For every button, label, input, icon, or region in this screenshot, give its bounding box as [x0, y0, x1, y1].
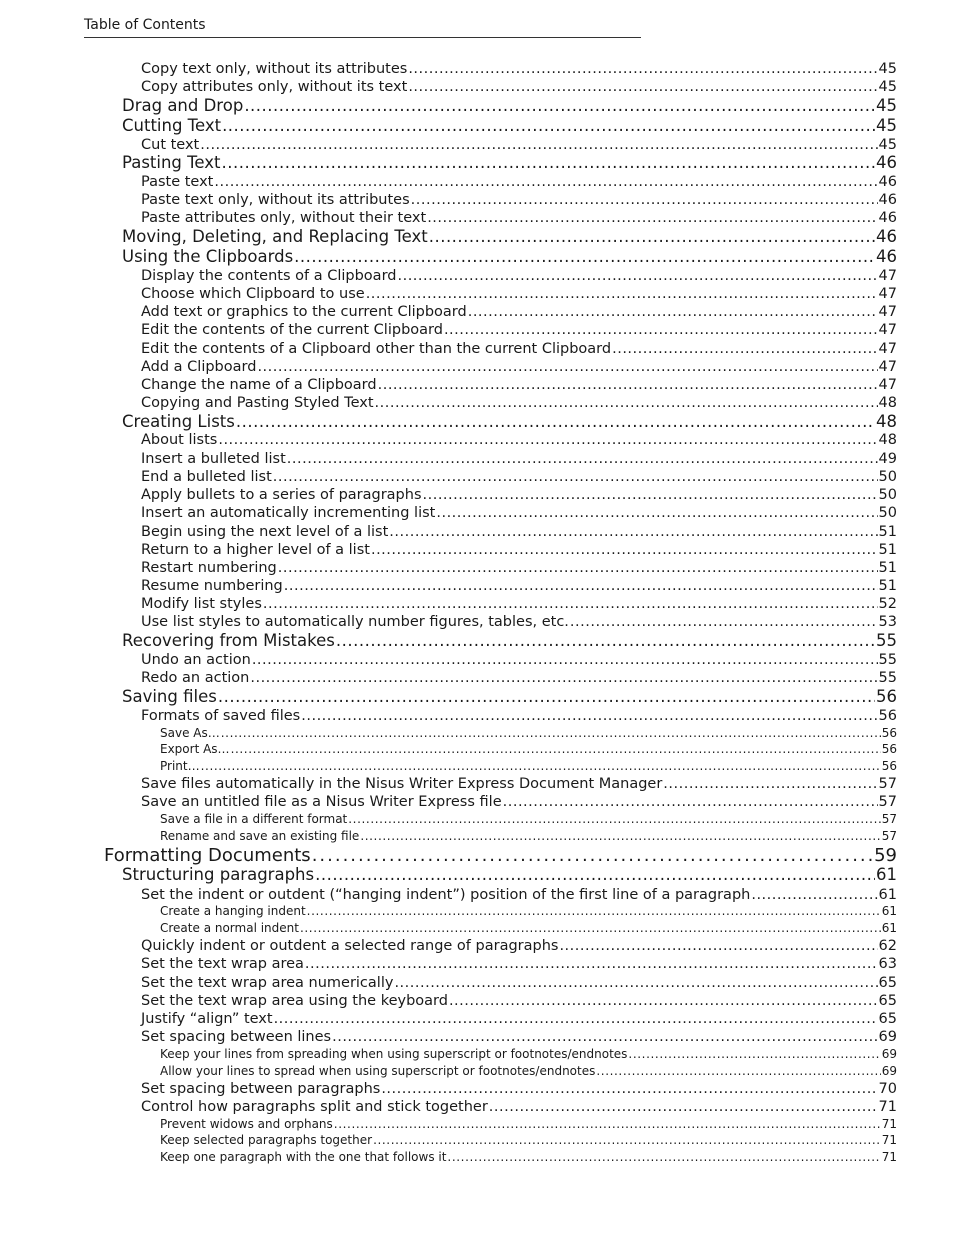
- toc-entry-label: Justify “align” text: [141, 1010, 273, 1027]
- toc-entry-page-number: 55: [878, 651, 897, 668]
- dot-leader: [366, 286, 878, 303]
- toc-entry-page-number: 47: [878, 321, 897, 338]
- dot-leader: [397, 268, 877, 285]
- toc-entry-page-number: 45: [876, 96, 897, 115]
- toc-entry-label: Keep one paragraph with the one that follows it: [160, 1149, 447, 1164]
- dot-leader: [284, 578, 878, 595]
- dot-leader: [244, 97, 875, 115]
- toc-entry-label: Set the text wrap area: [141, 955, 304, 972]
- toc-entry-page-number: 71: [878, 1098, 897, 1115]
- toc-entry-page-number: 46: [878, 191, 897, 208]
- toc-entry[interactable]: [122, 866, 897, 884]
- toc-entry-page-number: 69: [881, 1063, 897, 1078]
- dot-leader: [236, 413, 875, 431]
- toc-entry[interactable]: [141, 670, 897, 687]
- dot-leader: [250, 670, 877, 687]
- dot-leader: [394, 975, 877, 992]
- toc-entry-label: Print…: [160, 758, 200, 773]
- toc-entry-label: Set spacing between paragraphs: [141, 1080, 381, 1097]
- dot-leader: [336, 632, 875, 650]
- toc-entry-label: Recovering from Mistakes: [122, 631, 335, 650]
- dot-leader: [373, 1133, 881, 1148]
- dot-leader: [360, 829, 880, 844]
- dot-leader: [429, 228, 875, 246]
- toc-entry-page-number: 52: [878, 595, 897, 612]
- toc-entry-page-number: 55: [878, 669, 897, 686]
- dot-leader: [628, 1047, 880, 1062]
- toc-entry-label: Save As…: [160, 725, 220, 740]
- dot-leader: [663, 776, 877, 793]
- dot-leader: [294, 248, 875, 266]
- toc-entry[interactable]: [122, 228, 897, 246]
- toc-entry[interactable]: [160, 726, 897, 741]
- dot-leader: [503, 794, 878, 811]
- toc-entry-page-number: 70: [878, 1080, 897, 1097]
- toc-entry-page-number: 47: [878, 340, 897, 357]
- toc-entry-label: Cutting Text: [122, 116, 222, 135]
- toc-entry-page-number: 65: [878, 992, 897, 1009]
- toc-entry[interactable]: [141, 487, 897, 504]
- dot-leader: [612, 341, 877, 358]
- toc-entry[interactable]: [141, 304, 897, 321]
- toc-entry-label: Save a file in a different format: [160, 811, 348, 826]
- toc-entry[interactable]: [141, 286, 897, 303]
- dot-leader: [427, 210, 877, 227]
- dot-leader: [287, 451, 878, 468]
- toc-entry-page-number: 56: [881, 725, 897, 740]
- toc-entry-page-number: 69: [881, 1046, 897, 1061]
- toc-entry-label: Paste attributes only, without their text: [141, 209, 427, 226]
- dot-leader: [408, 61, 877, 78]
- dot-leader: [436, 505, 877, 522]
- toc-entry-page-number: 56: [881, 741, 897, 756]
- dot-leader: [231, 742, 881, 757]
- toc-entry[interactable]: [141, 210, 897, 227]
- toc-entry-label: Paste text: [141, 173, 214, 190]
- toc-entry[interactable]: [141, 938, 897, 955]
- toc-entry[interactable]: [141, 268, 897, 285]
- toc-entry-label: End a bulleted list: [141, 468, 272, 485]
- toc-entry[interactable]: [141, 469, 897, 486]
- toc-entry-page-number: 46: [876, 247, 897, 266]
- toc-entry-page-number: 46: [876, 227, 897, 246]
- toc-entry[interactable]: [141, 596, 897, 613]
- toc-entry-label: Drag and Drop: [122, 96, 244, 115]
- toc-entry-page-number: 65: [878, 1010, 897, 1027]
- toc-entry-label: Undo an action: [141, 651, 251, 668]
- toc-entry[interactable]: [141, 505, 897, 522]
- dot-leader: [381, 1081, 877, 1098]
- toc-entry-page-number: 65: [878, 974, 897, 991]
- dot-leader: [218, 432, 877, 449]
- toc-entry[interactable]: [122, 97, 897, 115]
- toc-entry-label: Using the Clipboards: [122, 247, 294, 266]
- dot-leader: [751, 887, 877, 904]
- toc-entry[interactable]: [160, 742, 897, 757]
- toc-entry[interactable]: [141, 1081, 897, 1098]
- dot-leader: [312, 846, 873, 866]
- toc-entry[interactable]: [122, 413, 897, 431]
- dot-leader: [371, 542, 878, 559]
- toc-entry-page-number: 45: [876, 116, 897, 135]
- toc-entry-page-number: 61: [878, 886, 897, 903]
- toc-entry[interactable]: [160, 759, 897, 774]
- dot-leader: [300, 921, 881, 936]
- toc-entry-page-number: 51: [878, 577, 897, 594]
- toc-entry[interactable]: [160, 1133, 897, 1148]
- toc-entry[interactable]: [160, 921, 897, 936]
- toc-entry[interactable]: [141, 61, 897, 78]
- dot-leader: [423, 487, 878, 504]
- toc-entry-label: Create a normal indent: [160, 920, 299, 935]
- toc-entry-label: Modify list styles: [141, 595, 262, 612]
- toc-entry-page-number: 48: [876, 412, 897, 431]
- toc-entry-label: Save an untitled file as a Nisus Writer Express file: [141, 793, 502, 810]
- dot-leader: [489, 1099, 878, 1116]
- toc-entry-label: Begin using the next level of a list: [141, 523, 389, 540]
- toc-entry-label: Resume numbering: [141, 577, 283, 594]
- dot-leader: [305, 956, 878, 973]
- toc-entry-page-number: 56: [878, 707, 897, 724]
- toc-entry-label: Choose which Clipboard to use: [141, 285, 365, 302]
- dot-leader: [301, 708, 877, 725]
- toc-entry-page-number: 47: [878, 303, 897, 320]
- toc-entry[interactable]: [141, 432, 897, 449]
- toc-entry[interactable]: [141, 1011, 897, 1028]
- toc-entry[interactable]: [122, 632, 897, 650]
- toc-entry-label: Insert a bulleted list: [141, 450, 286, 467]
- toc-entry-page-number: 50: [878, 468, 897, 485]
- toc-entry-page-number: 45: [878, 78, 897, 95]
- dot-leader: [307, 904, 881, 919]
- toc-entry-label: Pasting Text: [122, 153, 221, 172]
- toc-chapter-entry[interactable]: [104, 846, 897, 866]
- toc-entry[interactable]: [141, 614, 897, 631]
- toc-entry-label: Copy text only, without its attributes: [141, 60, 408, 77]
- dot-leader: [200, 137, 877, 154]
- toc-entry[interactable]: [160, 812, 897, 827]
- toc-entry-page-number: 61: [876, 865, 897, 884]
- toc-entry-page-number: 51: [878, 541, 897, 558]
- toc-entry[interactable]: [141, 652, 897, 669]
- toc-entry-page-number: 71: [881, 1149, 897, 1164]
- toc-entry-page-number: 57: [881, 811, 897, 826]
- toc-entry[interactable]: [160, 829, 897, 844]
- toc-entry-label: Display the contents of a Clipboard: [141, 267, 397, 284]
- dot-leader: [252, 652, 878, 669]
- dot-leader: [375, 395, 878, 412]
- toc-entry-page-number: 46: [878, 173, 897, 190]
- dot-leader: [468, 304, 878, 321]
- toc-entry-label: Add text or graphics to the current Clipboard: [141, 303, 467, 320]
- toc-entry-page-number: 45: [878, 60, 897, 77]
- toc-entry-label: Structuring paragraphs: [122, 865, 315, 884]
- toc-entry[interactable]: [141, 887, 897, 904]
- toc-entry-page-number: 69: [878, 1028, 897, 1045]
- dot-leader: [411, 192, 878, 209]
- toc-entry[interactable]: [122, 117, 897, 135]
- toc-entry[interactable]: [141, 395, 897, 412]
- toc-entry[interactable]: [141, 322, 897, 339]
- toc-entry-page-number: 49: [878, 450, 897, 467]
- toc-entry-page-number: 61: [881, 903, 897, 918]
- toc-entry-label: Set spacing between lines: [141, 1028, 332, 1045]
- toc-entry[interactable]: [141, 542, 897, 559]
- toc-entry[interactable]: [141, 708, 897, 725]
- dot-leader: [263, 596, 878, 613]
- toc-entry[interactable]: [141, 359, 897, 376]
- toc-entry-label: Set the indent or outdent (“hanging indent”) position of the first line of a paragraph: [141, 886, 751, 903]
- toc-entry-page-number: 53: [878, 613, 897, 630]
- toc-entry-label: Prevent widows and orphans: [160, 1116, 333, 1131]
- toc-entry-page-number: 50: [878, 504, 897, 521]
- toc-entry-page-number: 56: [876, 687, 897, 706]
- toc-entry-label: Control how paragraphs split and stick together: [141, 1098, 488, 1115]
- toc-entry[interactable]: [141, 975, 897, 992]
- toc-entry[interactable]: [141, 524, 897, 541]
- dot-leader: [201, 759, 881, 774]
- toc-entry[interactable]: [160, 904, 897, 919]
- toc-entry[interactable]: [160, 1047, 897, 1062]
- toc-entry-page-number: 47: [878, 376, 897, 393]
- toc-entry-label: Return to a higher level of a list: [141, 541, 370, 558]
- toc-entry-label: Edit the contents of a Clipboard other than the current Clipboard: [141, 340, 612, 357]
- toc-entry[interactable]: [141, 341, 897, 358]
- toc-entry-page-number: 50: [878, 486, 897, 503]
- toc-entry-page-number: 57: [878, 793, 897, 810]
- dot-leader: [444, 322, 878, 339]
- dot-leader: [348, 812, 880, 827]
- toc-entry-page-number: 71: [881, 1132, 897, 1147]
- toc-entry-page-number: 55: [876, 631, 897, 650]
- toc-entry[interactable]: [141, 79, 897, 96]
- toc-entry-label: Copying and Pasting Styled Text: [141, 394, 374, 411]
- toc-entry-page-number: 47: [878, 267, 897, 284]
- toc-entry-label: Add a Clipboard: [141, 358, 257, 375]
- toc-entry[interactable]: [160, 1150, 897, 1165]
- toc-entry-page-number: 47: [878, 358, 897, 375]
- running-header: Table of Contents: [84, 16, 641, 38]
- toc-entry-label: Paste text only, without its attributes: [141, 191, 410, 208]
- toc-entry-label: Copy attributes only, without its text: [141, 78, 408, 95]
- toc-entry-label: Restart numbering: [141, 559, 277, 576]
- dot-leader: [334, 1117, 881, 1132]
- toc-entry[interactable]: [160, 1117, 897, 1132]
- dot-leader: [596, 1064, 880, 1079]
- dot-leader: [332, 1029, 877, 1046]
- toc-entry[interactable]: [141, 174, 897, 191]
- toc-entry[interactable]: [141, 776, 897, 793]
- toc-entry-page-number: 51: [878, 523, 897, 540]
- dot-leader: [570, 614, 878, 631]
- dot-leader: [389, 524, 877, 541]
- toc-entry-label: Use list styles to automatically number figures, tables, etc.: [141, 613, 569, 630]
- dot-leader: [214, 174, 877, 191]
- toc-entry[interactable]: [160, 1064, 897, 1079]
- dot-leader: [278, 560, 878, 577]
- toc-entry-page-number: 71: [881, 1116, 897, 1131]
- toc-entry-label: Insert an automatically incrementing list: [141, 504, 436, 521]
- toc-entry-label: Redo an action: [141, 669, 250, 686]
- toc-entry-page-number: 57: [881, 828, 897, 843]
- toc-entry-label: Cut text: [141, 136, 200, 153]
- toc-entry[interactable]: [141, 794, 897, 811]
- dot-leader: [218, 688, 875, 706]
- dot-leader: [449, 993, 878, 1010]
- toc-entry-label: Keep your lines from spreading when using superscript or footnotes/endnotes: [160, 1046, 628, 1061]
- toc-entry-label: Moving, Deleting, and Replacing Text: [122, 227, 428, 246]
- dot-leader: [408, 79, 877, 96]
- dot-leader: [447, 1150, 880, 1165]
- toc-entry-label: Change the name of a Clipboard: [141, 376, 377, 393]
- dot-leader: [559, 938, 877, 955]
- toc-entry[interactable]: [122, 248, 897, 266]
- toc-entry-page-number: 45: [878, 136, 897, 153]
- toc-entry-page-number: 57: [878, 775, 897, 792]
- toc-entry-label: Apply bullets to a series of paragraphs: [141, 486, 422, 503]
- toc-entry-label: Keep selected paragraphs together: [160, 1132, 373, 1147]
- toc-entry[interactable]: [141, 451, 897, 468]
- toc-entry[interactable]: [122, 688, 897, 706]
- dot-leader: [274, 1011, 878, 1028]
- dot-leader: [315, 866, 875, 884]
- toc-entry[interactable]: [141, 377, 897, 394]
- toc-entry[interactable]: [141, 993, 897, 1010]
- toc-entry[interactable]: [141, 956, 897, 973]
- toc-entry-label: Set the text wrap area numerically: [141, 974, 394, 991]
- toc-entry-page-number: 48: [878, 431, 897, 448]
- toc-entry-label: Export As…: [160, 741, 230, 756]
- dot-leader: [222, 117, 875, 135]
- toc-entry-label: Formatting Documents: [104, 845, 311, 866]
- toc-entry-label: Formats of saved files: [141, 707, 301, 724]
- toc-entry-page-number: 47: [878, 285, 897, 302]
- toc-entry[interactable]: [141, 192, 897, 209]
- toc-entry-label: Set the text wrap area using the keyboard: [141, 992, 448, 1009]
- toc-entry-page-number: 51: [878, 559, 897, 576]
- toc-entry[interactable]: [122, 154, 897, 172]
- dot-leader: [378, 377, 878, 394]
- toc-entry[interactable]: [141, 578, 897, 595]
- toc-entry-label: Creating Lists: [122, 412, 235, 431]
- toc-entry-page-number: 61: [881, 920, 897, 935]
- toc-entry-label: About lists: [141, 431, 218, 448]
- toc-entry-label: Allow your lines to spread when using superscript or footnotes/endnotes: [160, 1063, 596, 1078]
- dot-leader: [273, 469, 878, 486]
- toc-entry-page-number: 56: [881, 758, 897, 773]
- toc-entry[interactable]: [141, 560, 897, 577]
- toc-entry-page-number: 62: [878, 937, 897, 954]
- dot-leader: [221, 726, 881, 741]
- toc-entry-label: Quickly indent or outdent a selected range of paragraphs: [141, 937, 559, 954]
- toc-entry-label: Save files automatically in the Nisus Writer Express Document Manager: [141, 775, 663, 792]
- toc-entry-label: Create a hanging indent: [160, 903, 306, 918]
- toc-entry-label: Saving files: [122, 687, 217, 706]
- toc-entry-page-number: 63: [878, 955, 897, 972]
- toc-entry-label: Rename and save an existing file: [160, 828, 360, 843]
- toc-entry[interactable]: [141, 1099, 897, 1116]
- toc-entry[interactable]: [141, 137, 897, 154]
- toc-entry-page-number: 46: [876, 153, 897, 172]
- toc-entry[interactable]: [141, 1029, 897, 1046]
- dot-leader: [257, 359, 877, 376]
- toc-entry-page-number: 48: [878, 394, 897, 411]
- toc-entry-page-number: 59: [874, 845, 897, 866]
- toc-entry-page-number: 46: [878, 209, 897, 226]
- toc-entry-label: Edit the contents of the current Clipboard: [141, 321, 443, 338]
- dot-leader: [222, 154, 875, 172]
